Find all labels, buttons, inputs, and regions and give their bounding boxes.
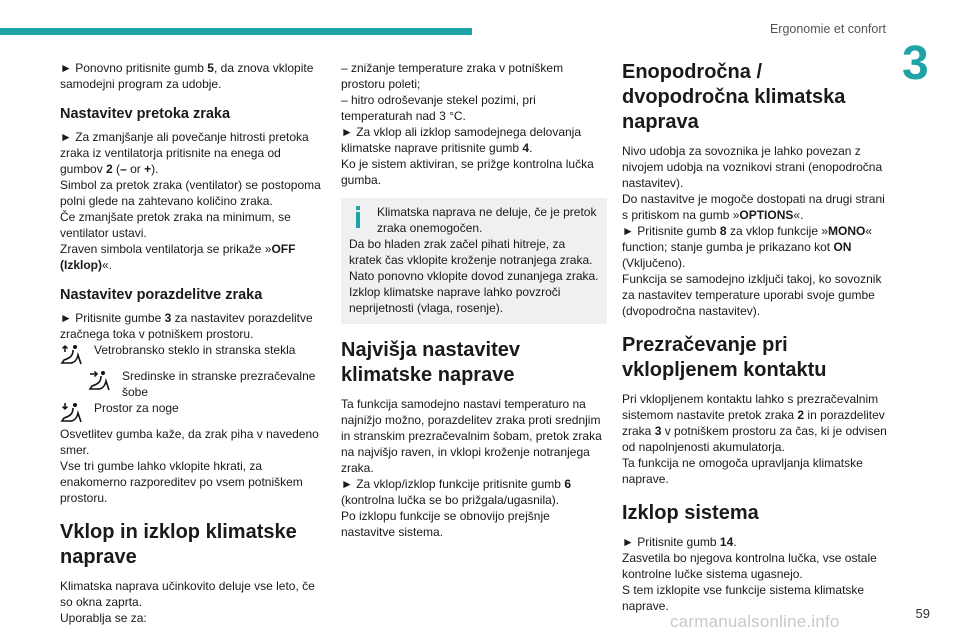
paragraph: Zasvetila bo njegova kontrolna lučka, vse ostale kontrolne lučke sistema ugasnejo.	[622, 551, 877, 581]
paragraph: Klimatska naprava učinkovito deluje vse leto, če so okna zaprta.	[60, 579, 315, 609]
airflow-vents-icon	[88, 368, 114, 394]
paragraph: Ko je sistem aktiviran, se prižge kontrolna lučka gumba.	[341, 157, 594, 187]
header-title: Ergonomie et confort	[769, 22, 886, 36]
paragraph: Funkcija se samodejno izključi takoj, ko sovoznik za nastavitev temperature uporabi svoje gumbe (dvopodročna nastavitev).	[622, 272, 882, 318]
airflow-footwell-row	[60, 400, 326, 426]
paragraph: Osvetlitev gumba kaže, da zrak piha v navedeno smer.	[60, 427, 319, 457]
paragraph: S tem izklopite vse funkcije sistema klimatske naprave.	[622, 583, 865, 613]
paragraph: ► Za zmanjšanje ali povečanje hitrosti pretoka zraka iz ventilatorja pritisnite na enega od gumbov 2 (– or +).	[60, 130, 309, 176]
airflow-windscreen-row	[60, 342, 326, 368]
airflow-footwell-icon	[60, 400, 86, 426]
info-note-head	[349, 204, 599, 236]
note-text: Izklop klimatske naprave lahko povzroči neprijetnosti (vlaga, rosenje).	[349, 285, 561, 315]
watermark: carmanualsonline.info	[670, 612, 840, 631]
note-text: Da bo hladen zrak začel pihati hitreje, za kratek čas vklopite kroženje notranjega zraka.	[349, 237, 593, 267]
paragraph: Nivo udobja za sovoznika je lahko povezan z nivojem udobja na voznikovi strani (enopodročna nastavitev).	[622, 144, 883, 190]
paragraph: Če zmanjšate pretok zraka na minimum, se ventilator ustavi.	[60, 210, 291, 240]
note-heading-text: Klimatska naprava ne deluje, če je pretok zraka onemogočen.	[377, 205, 597, 235]
paragraph: ► Pritisnite gumbe 3 za nastavitev porazdelitve zračnega toka v potniškem prostoru.	[60, 311, 313, 341]
paragraph: Vse tri gumbe lahko vklopite hkrati, za enakomerno razporeditev po vsem potniškem prostoru.	[60, 459, 303, 505]
note-text: Nato ponovno vklopite dovod zunanjega zraka.	[349, 269, 599, 283]
paragraph: ► Za vklop/izklop funkcije pritisnite gumb 6 (kontrolna lučka se bo prižgala/ugasnila).	[341, 477, 571, 507]
paragraph: Po izklopu funkcije se obnovijo prejšnje nastavitve sistema.	[341, 509, 550, 539]
airflow-windscreen-icon	[60, 342, 86, 368]
info-note	[341, 198, 607, 324]
paragraph: Pri vklopljenem kontaktu lahko s prezračevalnim sistemom nastavite pretok zraka 2 in porazdelitev zraka 3 v potniškem prostoru za čas, ki je odvisen od napolnjenosti akumulatorja.	[622, 392, 887, 454]
paragraph: ► Pritisnite gumb 8 za vklop funkcije »MONO« function; stanje gumba je prikazano kot ON (Vključeno).	[622, 224, 873, 270]
header-accent-bar	[0, 28, 472, 35]
airflow-vents-row	[60, 368, 326, 400]
heading-ac-on-off: Vklop in izklop klimatske naprave	[60, 521, 297, 568]
heading-system-off: Izklop sistema	[622, 502, 759, 524]
paragraph: Ta funkcija ne omogoča upravljanja klimatske naprave.	[622, 456, 863, 486]
airflow-windscreen-label: Vetrobransko steklo in stranska stekla	[94, 343, 296, 357]
airflow-vents-label: Sredinske in stranske prezračevalne šobe	[122, 369, 316, 399]
page-number: 59	[915, 606, 930, 621]
column-2	[341, 60, 607, 540]
heading-air-distribution: Nastavitev porazdelitve zraka	[60, 287, 263, 303]
paragraph: Ta funkcija samodejno nastavi temperaturo na najnižjo možno, porazdelitev zraka proti srednjim in stranskim prezračevalnim šobam, pretok zraka na najvišjo raven, in vklopi kroženje notranjega zraka.	[341, 397, 602, 475]
paragraph: ► Ponovno pritisnite gumb 5, da znova vklopite samodejni program za udobje.	[60, 61, 314, 91]
paragraph: Do nastavitve je mogoče dostopati na drugi strani s pritiskom na gumb »OPTIONS«.	[622, 192, 885, 222]
paragraph: Uporablja se za:	[60, 611, 147, 625]
paragraph: – znižanje temperature zraka v potniškem prostoru poleti;	[341, 61, 564, 91]
column-3	[622, 60, 888, 614]
paragraph: ► Pritisnite gumb 14.	[622, 535, 737, 549]
airflow-footwell-label: Prostor za noge	[94, 401, 179, 415]
paragraph: ► Za vklop ali izklop samodejnega delovanja klimatske naprave pritisnite gumb 4.	[341, 125, 582, 155]
paragraph: – hitro odroševanje stekel pozimi, pri temperaturah nad 3 °C.	[341, 93, 536, 123]
heading-air-flow: Nastavitev pretoka zraka	[60, 106, 231, 122]
heading-max-ac: Najvišja nastavitev klimatske naprave	[341, 339, 520, 386]
info-icon	[349, 206, 367, 228]
paragraph: Simbol za pretok zraka (ventilator) se postopoma polni glede na zahtevano količino zraka.	[60, 178, 321, 208]
column-1	[60, 60, 326, 626]
paragraph: Zraven simbola ventilatorja se prikaže »OFF (Izklop)«.	[60, 242, 296, 272]
heading-ventilation: Prezračevanje pri vklopljenem kontaktu	[622, 334, 827, 381]
heading-zone-ac: Enopodročna / dvopodročna klimatska naprava	[622, 61, 846, 133]
chapter-number: 3	[902, 37, 929, 90]
